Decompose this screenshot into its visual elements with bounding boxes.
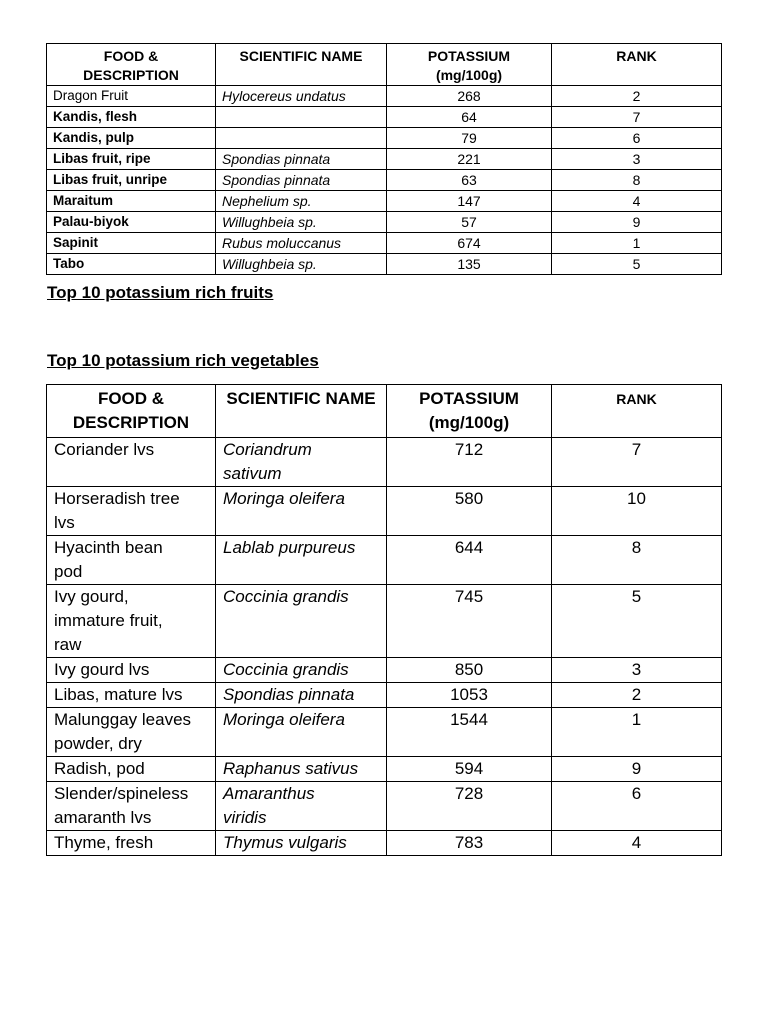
food-cell: Maraitum	[47, 191, 216, 212]
potassium-cell: 135	[387, 254, 552, 275]
table-row	[47, 254, 722, 275]
rank-cell: 9	[552, 757, 722, 782]
fruits-header-sci: SCIENTIFIC NAME	[216, 44, 387, 86]
scientific-name-cell: Coccinia grandis	[216, 585, 387, 658]
rank-cell: 2	[552, 86, 722, 107]
food-cell: Radish, pod	[47, 757, 216, 782]
potassium-cell: 745	[387, 585, 552, 658]
food-cell: Slender/spineless amaranth lvs	[47, 782, 216, 831]
scientific-name-cell: Hylocereus undatus	[216, 86, 387, 107]
potassium-cell: 1544	[387, 708, 552, 757]
scientific-name-cell: Spondias pinnata	[216, 170, 387, 191]
rank-cell: 4	[552, 191, 722, 212]
food-cell: Kandis, pulp	[47, 128, 216, 149]
table-row	[47, 831, 722, 856]
vegetables-table	[46, 384, 722, 856]
fruits-table	[46, 43, 722, 275]
potassium-cell: 580	[387, 487, 552, 536]
rank-cell: 7	[552, 438, 722, 487]
rank-cell: 5	[552, 585, 722, 658]
vegetables-header-row	[47, 385, 722, 438]
table-row	[47, 658, 722, 683]
vegetables-header-rank: RANK	[552, 385, 722, 438]
food-cell: Kandis, flesh	[47, 107, 216, 128]
rank-cell: 2	[552, 683, 722, 708]
scientific-name-cell	[216, 128, 387, 149]
rank-cell: 6	[552, 128, 722, 149]
food-cell: Horseradish tree lvs	[47, 487, 216, 536]
table-row	[47, 536, 722, 585]
potassium-cell: 728	[387, 782, 552, 831]
rank-cell: 8	[552, 170, 722, 191]
fruits-header-rank: RANK	[552, 44, 722, 86]
potassium-cell: 1053	[387, 683, 552, 708]
food-cell: Ivy gourd, immature fruit, raw	[47, 585, 216, 658]
rank-cell: 8	[552, 536, 722, 585]
potassium-cell: 57	[387, 212, 552, 233]
potassium-cell: 79	[387, 128, 552, 149]
table-row	[47, 191, 722, 212]
food-cell: Libas fruit, ripe	[47, 149, 216, 170]
table-row	[47, 107, 722, 128]
potassium-cell: 64	[387, 107, 552, 128]
rank-cell: 1	[552, 233, 722, 254]
potassium-cell: 712	[387, 438, 552, 487]
potassium-cell: 594	[387, 757, 552, 782]
potassium-cell: 268	[387, 86, 552, 107]
scientific-name-cell: Spondias pinnata	[216, 683, 387, 708]
table-row	[47, 170, 722, 191]
fruits-header-food: FOOD & DESCRIPTION	[47, 44, 216, 86]
potassium-cell: 783	[387, 831, 552, 856]
food-cell: Libas, mature lvs	[47, 683, 216, 708]
table-row	[47, 86, 722, 107]
rank-cell: 5	[552, 254, 722, 275]
fruits-header-potassium: POTASSIUM (mg/100g)	[387, 44, 552, 86]
rank-cell: 3	[552, 658, 722, 683]
scientific-name-cell: Thymus vulgaris	[216, 831, 387, 856]
rank-cell: 9	[552, 212, 722, 233]
food-cell: Ivy gourd lvs	[47, 658, 216, 683]
scientific-name-cell: Rubus moluccanus	[216, 233, 387, 254]
scientific-name-cell: Willughbeia sp.	[216, 254, 387, 275]
rank-cell: 1	[552, 708, 722, 757]
scientific-name-cell: Moringa oleifera	[216, 708, 387, 757]
table-row	[47, 683, 722, 708]
potassium-cell: 850	[387, 658, 552, 683]
table-row	[47, 149, 722, 170]
rank-cell: 6	[552, 782, 722, 831]
table-row	[47, 782, 722, 831]
potassium-cell: 644	[387, 536, 552, 585]
food-cell: Hyacinth bean pod	[47, 536, 216, 585]
scientific-name-cell: Coccinia grandis	[216, 658, 387, 683]
rank-cell: 7	[552, 107, 722, 128]
fruits-header-row	[47, 44, 722, 86]
table-row	[47, 585, 722, 658]
scientific-name-cell: Moringa oleifera	[216, 487, 387, 536]
scientific-name-cell: Amaranthus viridis	[216, 782, 387, 831]
potassium-cell: 63	[387, 170, 552, 191]
food-cell: Tabo	[47, 254, 216, 275]
scientific-name-cell: Nephelium sp.	[216, 191, 387, 212]
food-cell: Thyme, fresh	[47, 831, 216, 856]
vegetables-header-sci: SCIENTIFIC NAME	[216, 385, 387, 438]
food-cell: Coriander lvs	[47, 438, 216, 487]
fruits-caption: Top 10 potassium rich fruits	[47, 283, 274, 302]
rank-cell: 4	[552, 831, 722, 856]
food-cell: Malunggay leaves powder, dry	[47, 708, 216, 757]
potassium-cell: 674	[387, 233, 552, 254]
vegetables-header-potassium: POTASSIUM (mg/100g)	[387, 385, 552, 438]
potassium-cell: 147	[387, 191, 552, 212]
table-row	[47, 233, 722, 254]
scientific-name-cell: Coriandrum sativum	[216, 438, 387, 487]
food-cell: Dragon Fruit	[47, 86, 216, 107]
rank-cell: 3	[552, 149, 722, 170]
food-cell: Sapinit	[47, 233, 216, 254]
scientific-name-cell: Raphanus sativus	[216, 757, 387, 782]
scientific-name-cell: Lablab purpureus	[216, 536, 387, 585]
rank-cell: 10	[552, 487, 722, 536]
scientific-name-cell	[216, 107, 387, 128]
food-cell: Palau-biyok	[47, 212, 216, 233]
potassium-cell: 221	[387, 149, 552, 170]
scientific-name-cell: Willughbeia sp.	[216, 212, 387, 233]
table-row	[47, 212, 722, 233]
table-row	[47, 438, 722, 487]
table-row	[47, 708, 722, 757]
table-row	[47, 757, 722, 782]
table-row	[47, 487, 722, 536]
food-cell: Libas fruit, unripe	[47, 170, 216, 191]
scientific-name-cell: Spondias pinnata	[216, 149, 387, 170]
vegetables-caption: Top 10 potassium rich vegetables	[47, 351, 319, 370]
vegetables-header-food: FOOD & DESCRIPTION	[47, 385, 216, 438]
table-row	[47, 128, 722, 149]
